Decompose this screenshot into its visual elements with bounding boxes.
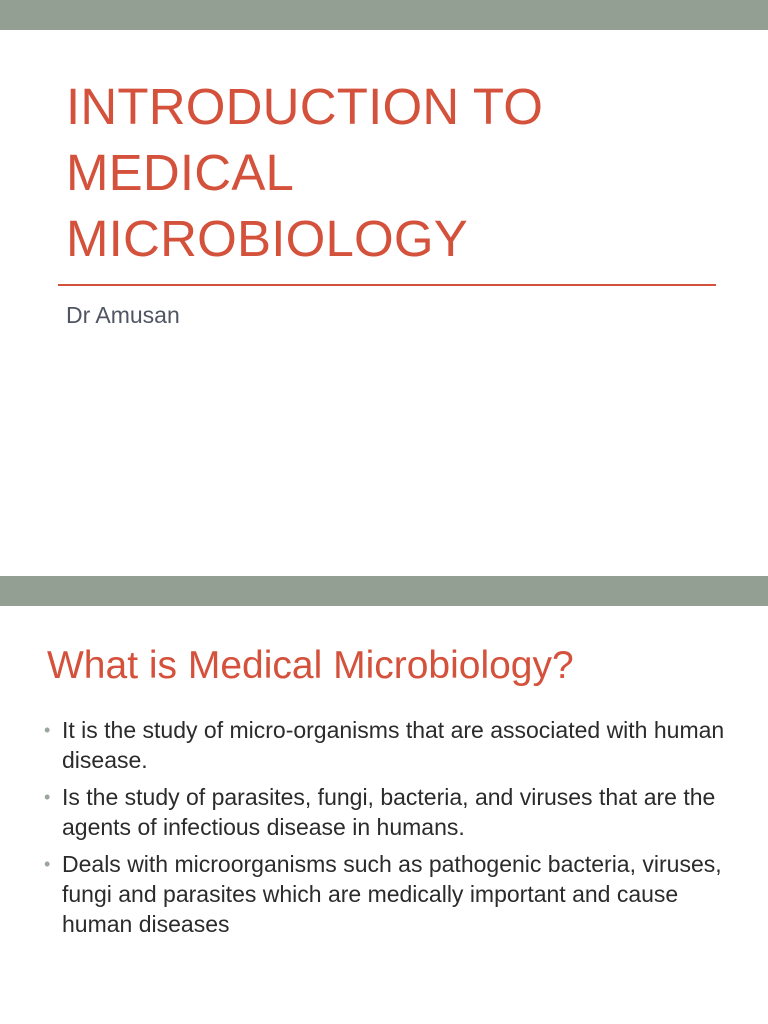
bullet-text: It is the study of micro-organisms that are associated with human disease. (62, 717, 725, 773)
bullet-text: Is the study of parasites, fungi, bacteria, and viruses that are the agents of infectious disease in humans. (62, 784, 716, 840)
bullet-icon: • (44, 787, 51, 807)
bullet-item (44, 782, 734, 842)
title-divider (58, 284, 716, 286)
bullet-item (44, 715, 734, 775)
slide-title: What is Medical Microbiology? (47, 644, 574, 687)
content-slide (0, 576, 768, 1024)
bullet-list (44, 715, 734, 946)
bullet-item (44, 849, 734, 939)
slide-subtitle: Dr Amusan (66, 302, 180, 328)
bullet-text: Deals with microorganisms such as pathogenic bacteria, viruses, fungi and parasites which are medically important and cause human diseases (62, 851, 722, 937)
bullet-icon: • (44, 854, 51, 874)
slide-top-band (0, 576, 768, 606)
bullet-icon: • (44, 720, 51, 740)
slide-title: INTRODUCTION TO MEDICAL MICROBIOLOGY (66, 78, 544, 267)
slide-top-band (0, 0, 768, 30)
